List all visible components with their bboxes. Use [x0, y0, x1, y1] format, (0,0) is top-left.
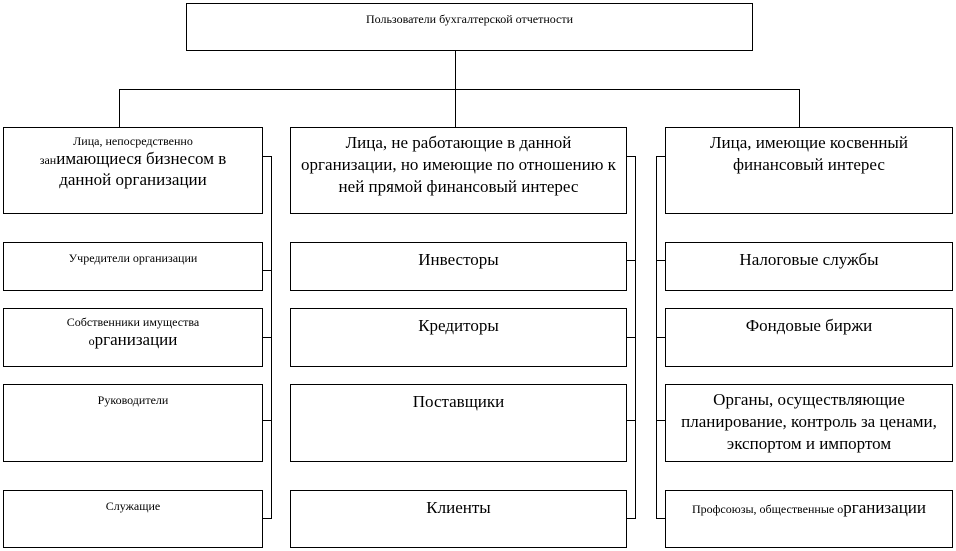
item-creditors: Кредиторы	[290, 308, 627, 367]
group-header-indirect-financial: Лица, имеющие косвенный финансовый интерес	[665, 127, 953, 214]
item-trade-unions: Профсоюзы, общественные организации	[665, 490, 953, 548]
item-stock-exchanges: Фондовые биржи	[665, 308, 953, 367]
item-founders: Учредители организации	[3, 242, 263, 291]
item-managers: Руководители	[3, 384, 263, 462]
item-employees: Служащие	[3, 490, 263, 548]
root-label: Пользователи бухгалтерской отчетности	[365, 12, 574, 26]
item-tax-services: Налоговые службы	[665, 242, 953, 291]
item-investors: Инвесторы	[290, 242, 627, 291]
item-clients: Клиенты	[290, 490, 627, 548]
root-box	[186, 3, 753, 51]
item-regulatory-bodies: Органы, осуществляющие планирование, контроль за ценами, экспортом и импортом	[665, 384, 953, 462]
group-header-direct-financial: Лица, не работающие в данной организации, но имеющие по отношению к ней прямой финансовый интерес	[290, 127, 627, 214]
item-property-owners: Собственники имущества организации	[3, 308, 263, 367]
item-suppliers: Поставщики	[290, 384, 627, 462]
group-header-direct: Лица, непосредственно занимающиеся бизнесом в данной организации	[3, 127, 263, 214]
